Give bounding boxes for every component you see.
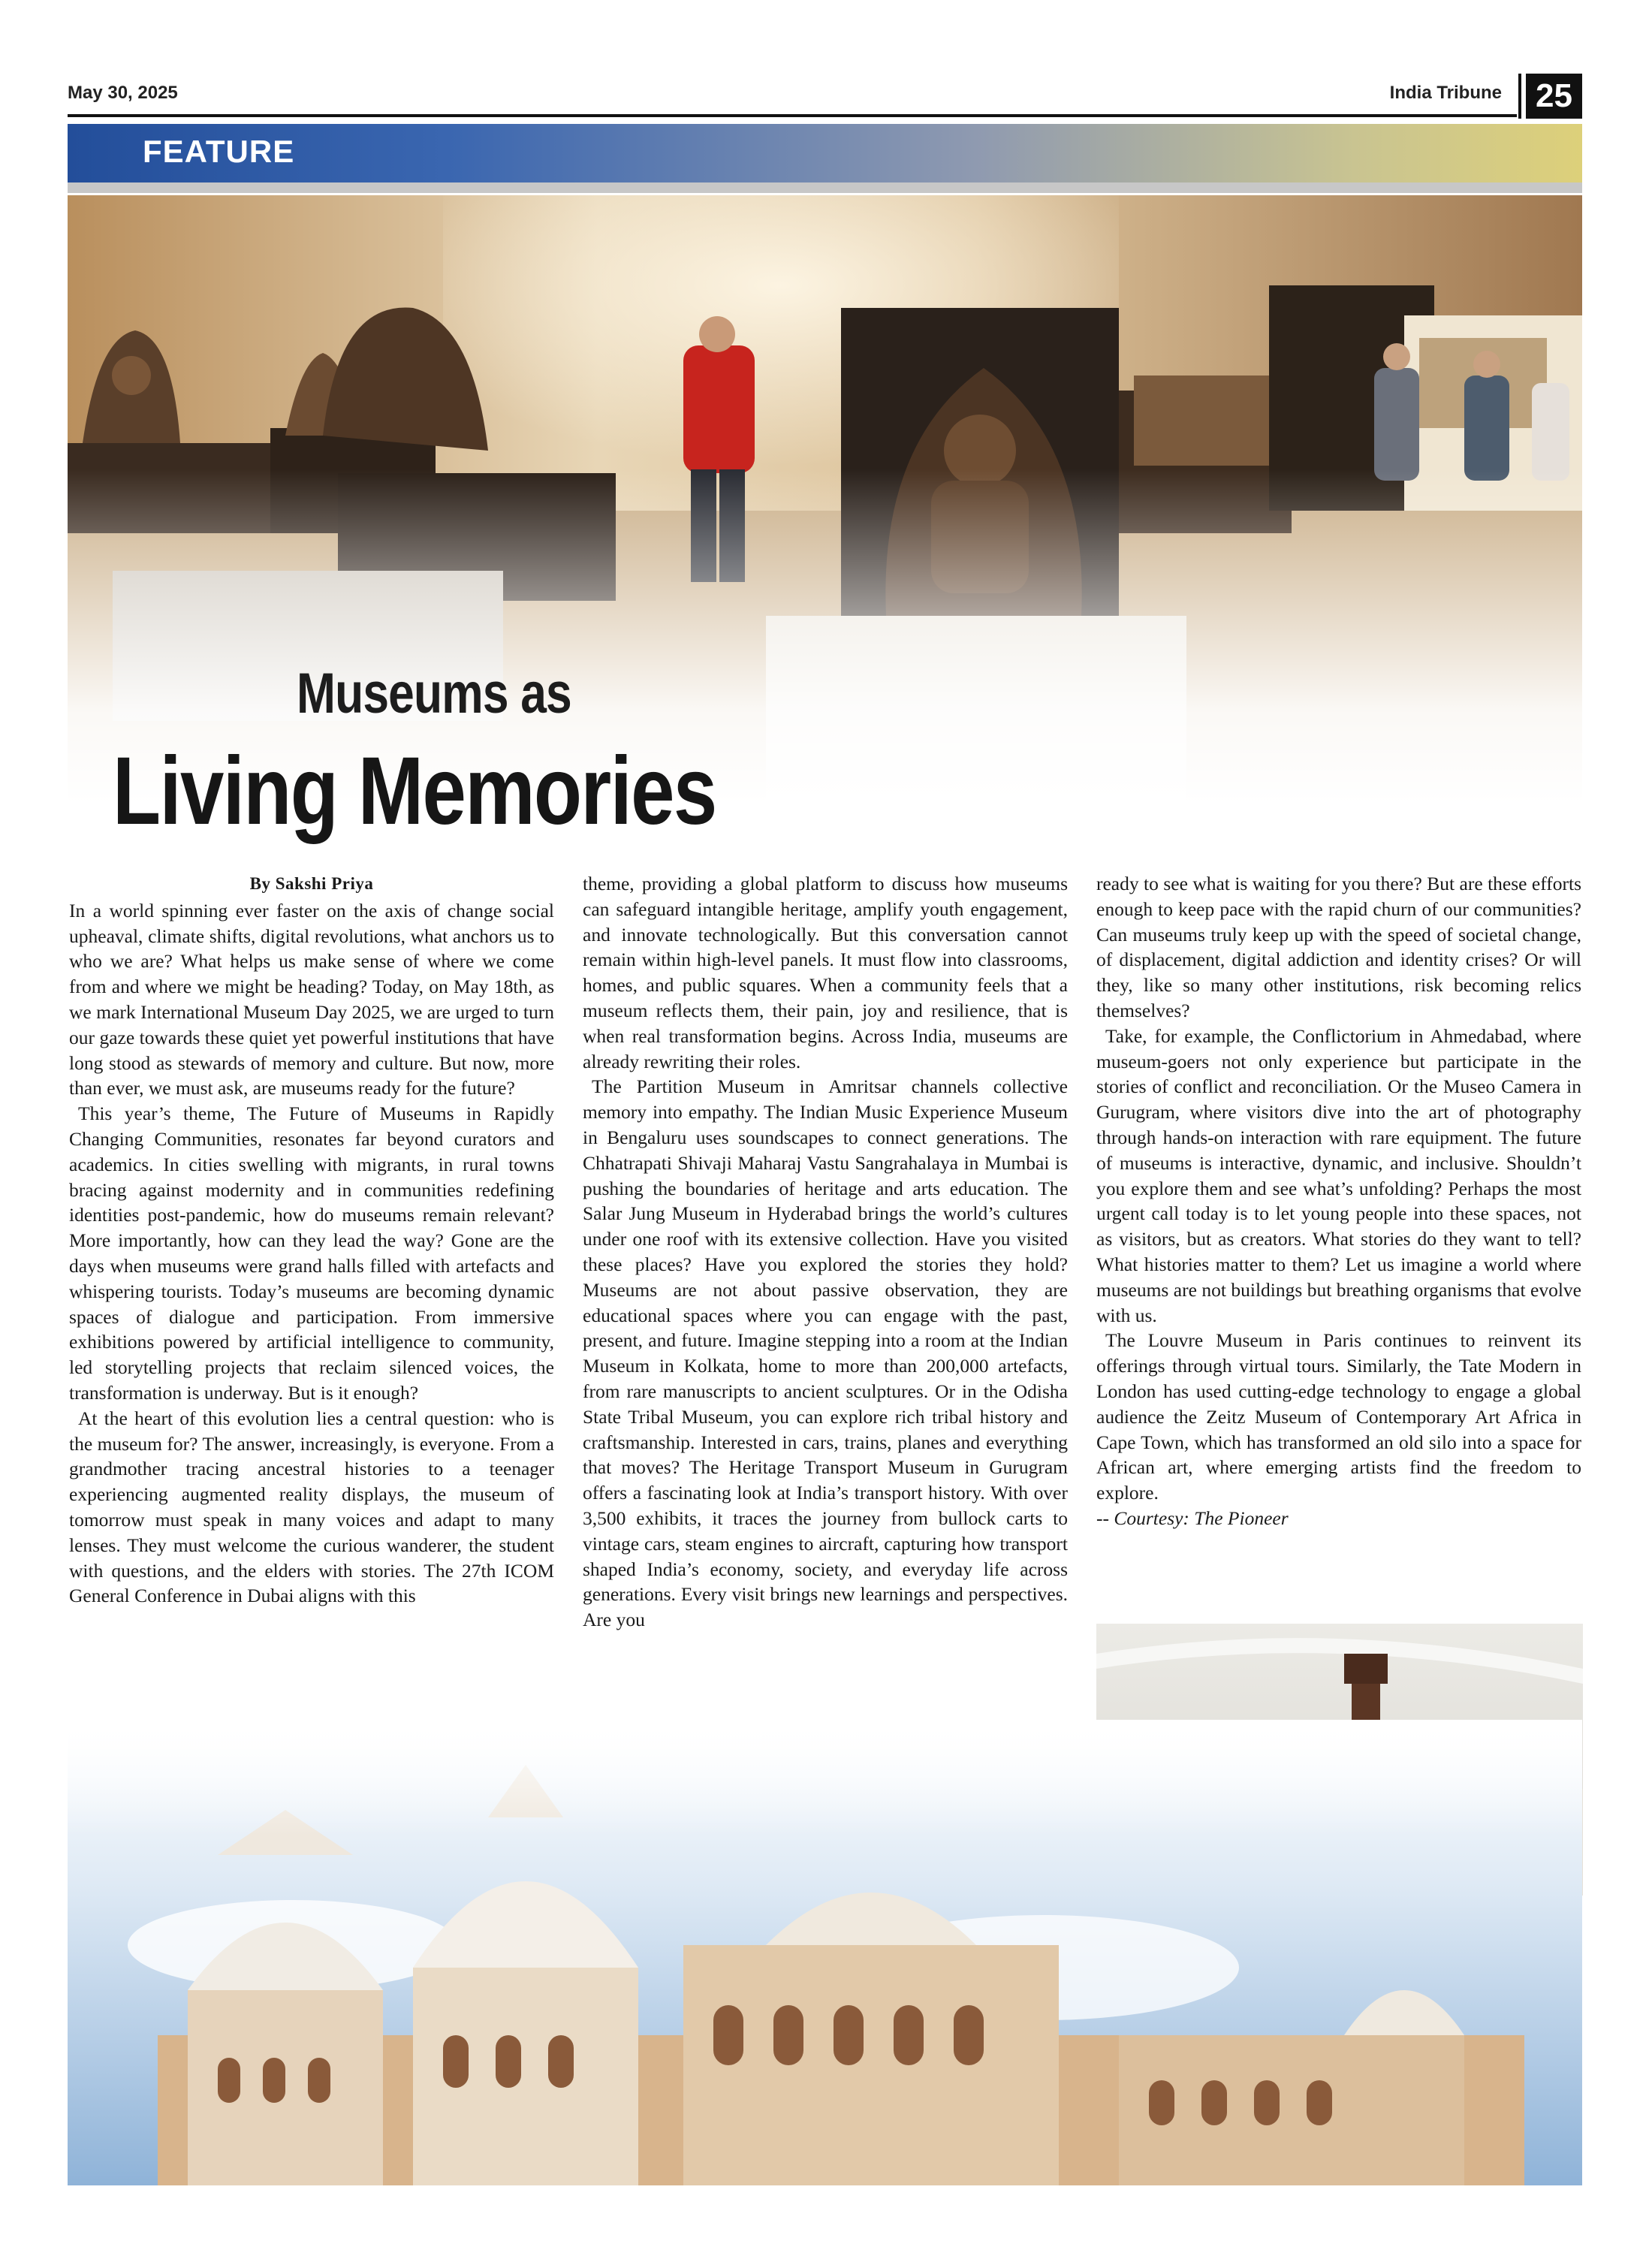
section-label: FEATURE xyxy=(143,134,295,169)
paragraph: At the heart of this evolution lies a central question: who is the museum for? The answer, increasingly, is everyone. From a grandmother tracing ancestral histories to a teenager experiencing augmented reality displays, the museum of tomorrow must speak in many voices and adapt to many lenses. They must welcome the curious wanderer, the student with questions, and the elders with stories. The 27th ICOM General Conference in Dubai aligns with this xyxy=(69,1407,554,1607)
hero-photo xyxy=(68,195,1582,804)
header-rule xyxy=(68,114,1517,117)
article-column-3 xyxy=(1096,871,1581,1531)
section-band-underline xyxy=(68,182,1582,193)
paragraph: The Partition Museum in Amritsar channels collective memory into empathy. The Indian Music Experience Museum in Bengaluru uses soundscapes to connect generations. The Chhatrapati Shivaji Maharaj Vastu Sangrahalaya in Mumbai is pushing the boundaries of heritage and arts education. The Salar Jung Museum in Hyderabad brings the world’s cultures under one roof with its extensive collection. Have you visited these places? Have you explored the stories they hold? Museums are not about passive observation, they are educational spaces where you can engage with the past, present, and future. Imagine stepping into a room at the Indian Museum in Kolkata, home to more than 200,000 artefacts, from rare manuscripts to ancient sculptures. Or in the Odisha State Tribal Museum, you can explore rich tribal history and craftsmanship. Interested in cars, trains, planes and everything that moves? The Heritage Transport Museum in Gurugram offers a fascinating look at India’s transport history. With over 3,500 exhibits, it traces the journey from bullock carts to vintage cars, steam engines to aircraft, capturing how transport shaped India’s economy, society, and everyday life across generations. Every visit brings new learnings and perspectives. Are you xyxy=(583,1075,1068,1631)
building-photo xyxy=(68,1720,1582,2185)
paragraph: The Louvre Museum in Paris continues to reinvent its offerings through virtual tours. Similarly, the Tate Modern in London has used cutting-edge technology to engage a global audience the Zeitz Museum of Contemporary Art Africa in Cape Town, which has transformed an old silo into a space for African art, where emerging artists find the freedom to explore. xyxy=(1096,1329,1581,1504)
publication-name: India Tribune xyxy=(1389,83,1502,103)
headline-main: Living Memories xyxy=(113,737,716,845)
issue-date: May 30, 2025 xyxy=(68,83,178,103)
paragraph: This year’s theme, The Future of Museums in Rapidly Changing Communities, resonates far beyond curators and academics. In cities swelling with migrants, in rural towns bracing against modernity and in communities redefining identities post-pandemic, how do museums remain relevant? More importantly, how can they lead the way? Gone are the days when museums were grand halls filled with artefacts and whispering tourists. Today’s museums are becoming dynamic spaces of dialogue and participation. From immersive exhibitions powered by artificial intelligence to community, led storytelling projects that reclaim silenced voices, the transformation is underway. But is it enough? xyxy=(69,1102,554,1404)
byline xyxy=(69,871,554,897)
paragraph: In a world spinning ever faster on the axis of change social upheaval, climate shifts, digital revolutions, what anchors us to who we are? What helps us make sense of where we come from and where we might be heading? Today, on May 18th, as we mark International Museum Day 2025, we are urged to turn our gaze towards these quiet yet powerful institutions that have long stood as stewards of memory and culture. But now, more than ever, we must ask, are museums ready for the future? xyxy=(69,899,554,1099)
byline-prefix: By xyxy=(249,874,271,893)
paragraph: Take, for example, the Conflictorium in Ahmedabad, where museum-goers not only experience but participate in the stories of conflict and reconciliation. Or the Museo Camera in Gurugram, where visitors dive into the art of photography through hands-on interaction with rare equipment. The future of museums is interactive, dynamic, and inclusive. Shouldn’t you explore them and see what’s unfolding? Perhaps the most urgent call today is to let young people into these spaces, not as visitors, but as creators. What stories do they want to tell? What histories matter to them? Let us imagine a world where museums are not buildings but breathing organisms that evolve with us. xyxy=(1096,1024,1581,1326)
page-number-divider xyxy=(1518,74,1521,119)
byline-author: Sakshi Priya xyxy=(275,874,374,893)
headline-kicker: Museums as xyxy=(297,662,571,725)
courtesy-credit: -- Courtesy: The Pioneer xyxy=(1096,1507,1289,1529)
page-number: 25 xyxy=(1526,74,1582,119)
section-band xyxy=(68,124,1582,182)
paragraph: theme, providing a global platform to discuss how museums can safeguard intangible heritage, amplify youth engagement, and innovate technologically. But this conversation cannot remain within high-level panels. It must flow into classrooms, homes, and public squares. When a community feels that a museum reflects them, their pain, joy and resilience, that is when real transformation begins. Across India, museums are already rewriting their roles. xyxy=(583,873,1068,1072)
article-column-2 xyxy=(583,871,1068,1633)
paragraph: ready to see what is waiting for you there? But are these efforts enough to keep pace with the rapid churn of our communities? Can museums truly keep up with the speed of societal change, of displacement, digital addiction and identity crises? Or will they, like so many other institutions, risk becoming relics themselves? xyxy=(1096,873,1581,1021)
article-column-1 xyxy=(69,871,554,1609)
